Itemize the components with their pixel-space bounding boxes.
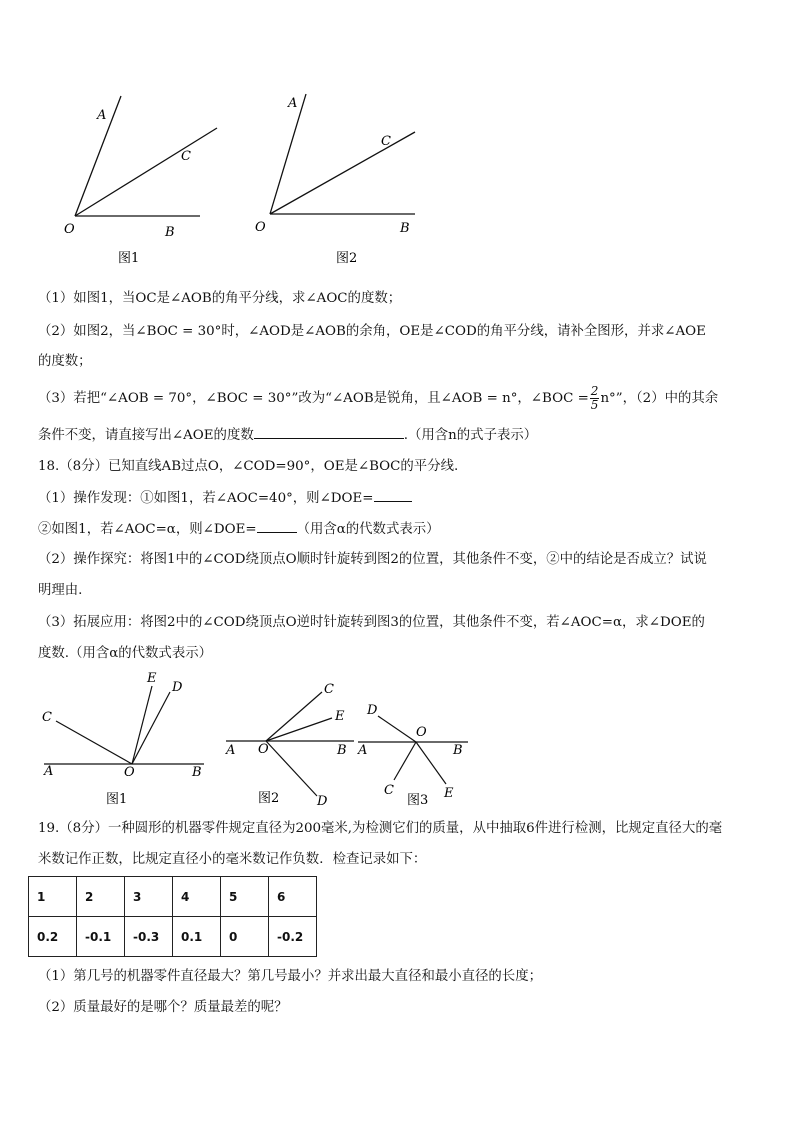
fraction-denominator: 5 [590,398,599,412]
figure-3-mid [356,700,476,812]
q17-part2-line2: 的度数； [38,354,92,369]
table-cell: -0.1 [77,917,125,957]
fig1-label-B: B [165,225,175,240]
mid-fig2-label-C: C [324,682,334,697]
table-cell: -0.3 [125,917,173,957]
fig2-label-A: A [288,96,298,111]
fraction-numerator: 2 [590,384,599,398]
q18-part1a [38,489,412,508]
mid-fig3-label-C: C [384,783,394,798]
figure-2-top [250,88,430,268]
q17-part2-line1: （2）如图2，当∠BOC = 30°时，∠AOD是∠AOB的余角，OE是∠COD的角平分线，请补全图形，并求∠AOE [38,324,706,339]
q18-part3-line2: 度数.（用含α的代数式表示） [38,646,212,661]
mid-fig3-label-B: B [453,743,463,758]
q18-part3-line1: （3）拓展应用：将图2中的∠COD绕顶点O逆时针旋转到图3的位置，其他条件不变，若∠AOC=α，求∠DOE的 [38,615,705,630]
q17-part3-line2-b: .（用含n的式子表示） [403,428,538,443]
table-cell: 0 [221,917,269,957]
mid-fig1-label-B: B [192,765,202,780]
fig2-caption: 图2 [336,251,358,266]
table-cell: 2 [77,877,125,917]
mid-fig3-label-D: D [367,703,378,718]
mid-fig2-caption: 图2 [258,791,280,806]
table-cell: 3 [125,877,173,917]
figure-2-mid [222,676,357,816]
table-cell: 5 [221,877,269,917]
table-cell: 0.2 [29,917,77,957]
table-row-values [29,917,317,957]
mid-fig2-label-A: A [226,743,236,758]
mid-fig2-label-B: B [337,743,347,758]
table-cell: 1 [29,877,77,917]
mid-fig3-label-O: O [416,725,427,740]
mid-fig3-caption: 图3 [407,793,429,808]
answer-blank[interactable] [254,426,404,439]
mid-fig3-label-A: A [358,743,368,758]
mid-fig1-label-D: D [172,680,183,695]
q18-part2-line2: 明理由. [38,583,83,598]
fraction [590,385,600,412]
q18-part1b-text: ②如图1，若∠AOC=α，则∠DOE= [38,522,257,537]
table-row-header [29,877,317,917]
q17-part1: （1）如图1，当OC是∠AOB的角平分线，求∠AOC的度数； [38,291,402,306]
q19-part2: （2）质量最好的是哪个？质量最差的呢？ [38,1000,288,1015]
answer-blank[interactable] [257,520,297,533]
q17-part3-line1 [38,385,718,412]
fig1-label-O: O [64,222,75,237]
table-cell: 6 [269,877,317,917]
fig1-caption: 图1 [118,251,140,266]
mid-fig1-label-A: A [44,764,54,779]
table-cell: 4 [173,877,221,917]
mid-fig3-label-E: E [444,786,454,801]
answer-blank[interactable] [374,489,412,502]
q19-line1: 19.（8分）一种圆形的机器零件规定直径为200毫米,为检测它们的质量，从中抽取6件进行检测，比规定直径大的毫 [38,821,723,836]
mid-fig1-label-O: O [124,765,135,780]
q17-part3-line2-a: 条件不变，请直接写出∠AOE的度数 [38,428,254,443]
q18-part1b [38,520,440,539]
inspection-table [28,876,317,957]
mid-fig1-label-E: E [147,671,157,686]
mid-fig2-label-E: E [335,709,345,724]
q17-part3-text-a: （3）若把“∠AOB = 70°，∠BOC = 30°”改为“∠AOB是锐角，且∠AOB = n°，∠BOC = [38,391,589,406]
fig1-label-C: C [181,149,191,164]
fig1-label-A: A [97,108,107,123]
figure-1-top [55,88,225,268]
q17-part3-line2 [38,426,537,445]
q19-part1: （1）第几号的机器零件直径最大？第几号最小？并求出最大直径和最小直径的长度； [38,969,542,984]
table-cell: 0.1 [173,917,221,957]
fig2-label-O: O [255,220,266,235]
q18-part1b-tail: （用含α的代数式表示） [296,522,440,537]
q18-part2-line1: （2）操作探究：将图1中的∠COD绕顶点O顺时针旋转到图2的位置，其他条件不变，②中的结论是否成立？试说 [38,552,707,567]
mid-fig2-label-D: D [317,794,328,809]
mid-fig1-label-C: C [42,710,52,725]
q18-part1a-text: （1）操作发现：①如图1，若∠AOC=40°，则∠DOE= [38,491,374,506]
fig2-label-B: B [400,221,410,236]
mid-fig2-label-O: O [258,742,269,757]
q19-line2: 米数记作正数，比规定直径小的毫米数记作负数．检查记录如下： [38,852,427,867]
mid-fig1-caption: 图1 [106,792,128,807]
fig2-label-C: C [381,134,391,149]
table-cell: -0.2 [269,917,317,957]
q18-stem: 18.（8分）已知直线AB过点O，∠COD=90°，OE是∠BOC的平分线. [38,459,459,474]
q17-part3-text-b: n°”，（2）中的其余 [600,391,719,406]
figure-1-mid [38,668,218,808]
